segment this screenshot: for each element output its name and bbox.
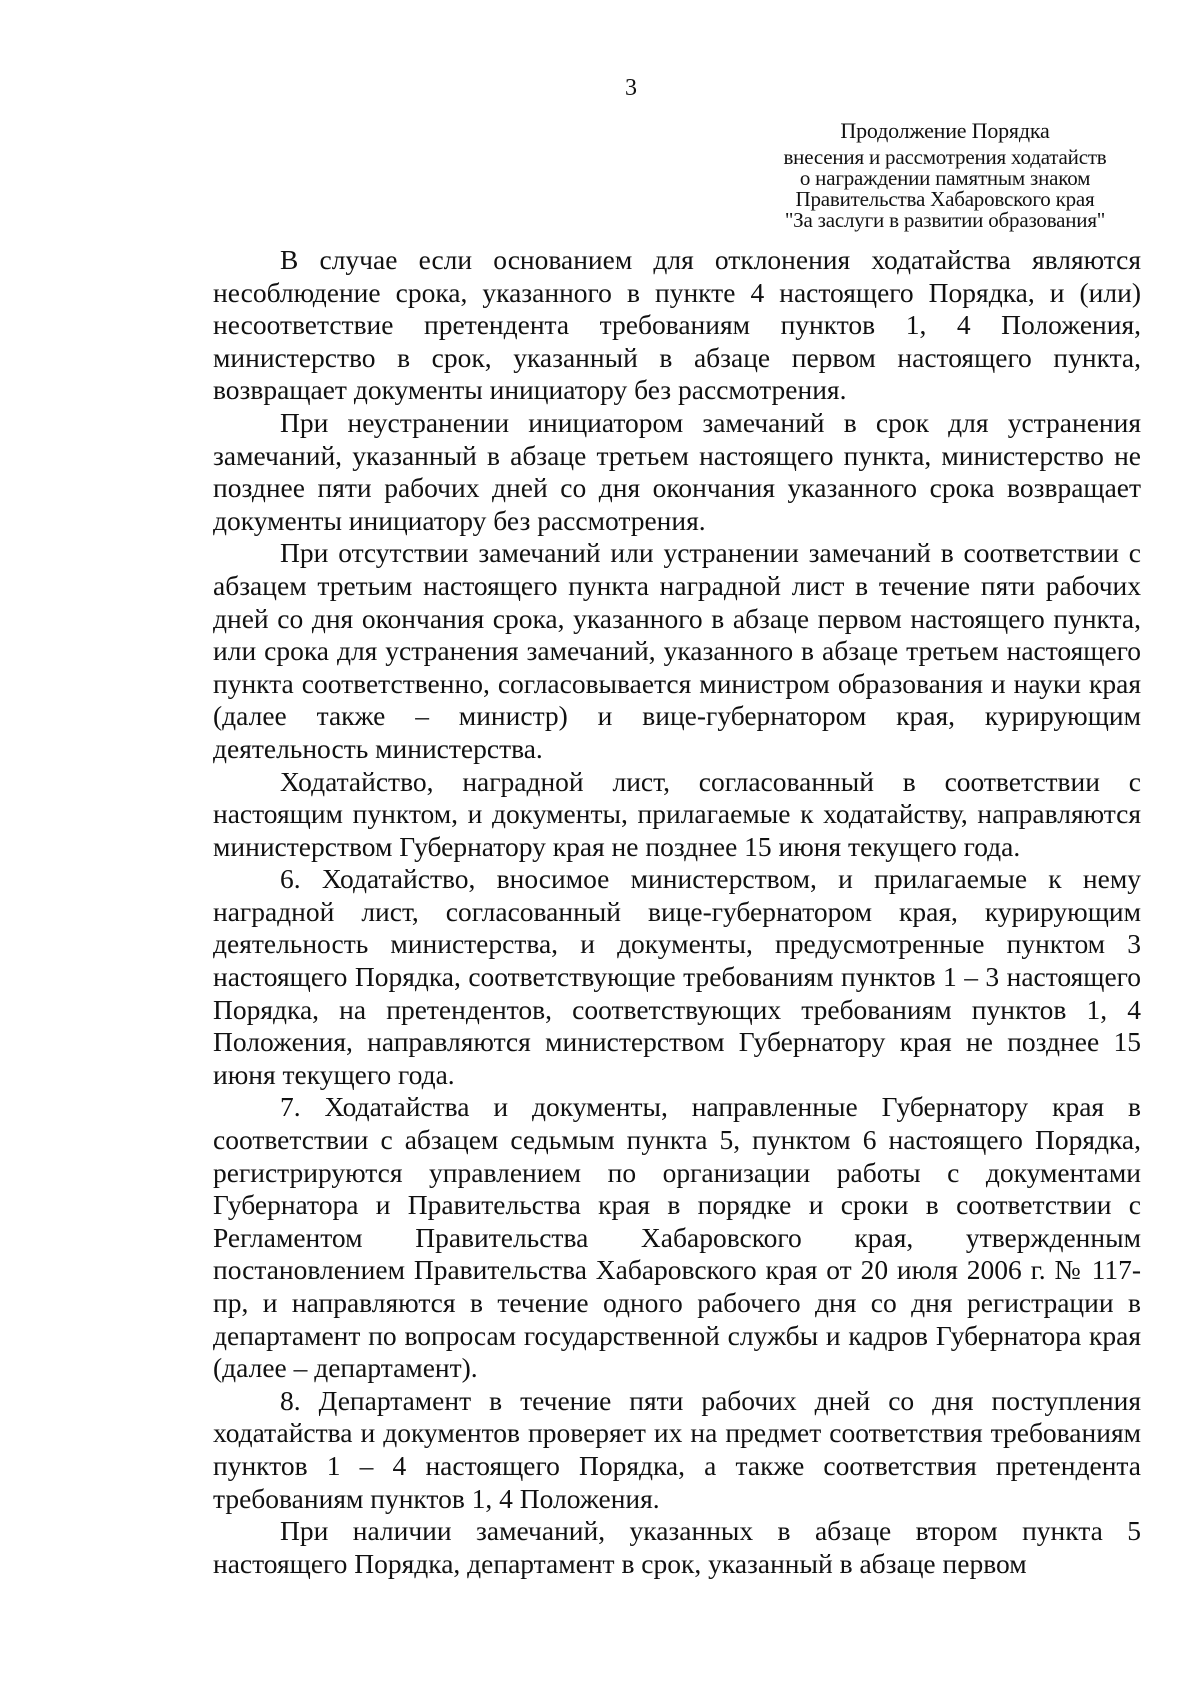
paragraph: При отсутствии замечаний или устранении замечаний в соответствии с абзацем третьим настоящего пункта наградной лист в течение пяти рабочих дней со дня окончания срока, указанного в абзаце первом настоящего пункта, или срока для устранения замечаний, указанного в абзаце третьем настоящего пункта соответственно, согласовывается министром образования и науки края (далее также – министр) и вице-губернатором края, курирующим деятельность министерства.: [213, 537, 1141, 764]
document-header: [760, 120, 1130, 231]
paragraph: Ходатайство, наградной лист, согласованный в соответствии с настоящим пунктом, и документы, прилагаемые к ходатайству, направляются министерством Губернатору края не позднее 15 июня текущего года.: [213, 765, 1141, 862]
header-line: "За заслуги в развитии образования": [784, 208, 1106, 232]
document-body: [213, 244, 1141, 1580]
header-line: внесения и рассмотрения ходатайств: [783, 145, 1107, 169]
header-line: Продолжение Порядка: [840, 118, 1050, 143]
paragraph: 7. Ходатайства и документы, направленные Губернатору края в соответствии с абзацем седьмым пункта 5, пунктом 6 настоящего Порядка, регистрируются управлением по организации работы с документами Губернатора и Правительства края в порядке и сроки в соответствии с Регламентом Правительства Хабаровского края, утвержденным постановлением Правительства Хабаровского края от 20 июля 2006 г. № 117-пр, и направляются в течение одного рабочего дня со дня регистрации в департамент по вопросам государственной службы и кадров Губернатора края (далее – департамент).: [213, 1091, 1141, 1384]
paragraph: 6. Ходатайство, вносимое министерством, и прилагаемые к нему наградной лист, согласованный вице-губернатором края, курирующим деятельность министерства, и документы, предусмотренные пунктом 3 настоящего Порядка, соответствующие требованиям пунктов 1 – 3 настоящего Порядка, на претендентов, соответствующих требованиям пунктов 1, 4 Положения, направляются министерством Губернатору края не позднее 15 июня текущего года.: [213, 863, 1141, 1090]
header-line: Правительства Хабаровского края: [795, 187, 1095, 211]
paragraph: При неустранении инициатором замечаний в срок для устранения замечаний, указанный в абзаце третьем настоящего пункта, министерство не позднее пяти рабочих дней со дня окончания указанного срока возвращает документы инициатору без рассмотрения.: [213, 406, 1141, 536]
paragraph: При наличии замечаний, указанных в абзаце втором пункта 5 настоящего Порядка, департамент в срок, указанный в абзаце первом: [213, 1515, 1141, 1579]
paragraph: 8. Департамент в течение пяти рабочих дней со дня поступления ходатайства и документов проверяет их на предмет соответствия требованиям пунктов 1 – 4 настоящего Порядка, а также соответствия претендента требованиям пунктов 1, 4 Положения.: [213, 1384, 1141, 1514]
header-line: о награждении памятным знаком: [799, 166, 1091, 190]
page-number: 3: [625, 75, 637, 101]
paragraph: В случае если основанием для отклонения ходатайства являются несоблюдение срока, указанного в пункте 4 настоящего Порядка, и (или) несоответствие претендента требованиям пунктов 1, 4 Положения, министерство в срок, указанный в абзаце первом настоящего пункта, возвращает документы инициатору без рассмотрения.: [213, 244, 1141, 406]
